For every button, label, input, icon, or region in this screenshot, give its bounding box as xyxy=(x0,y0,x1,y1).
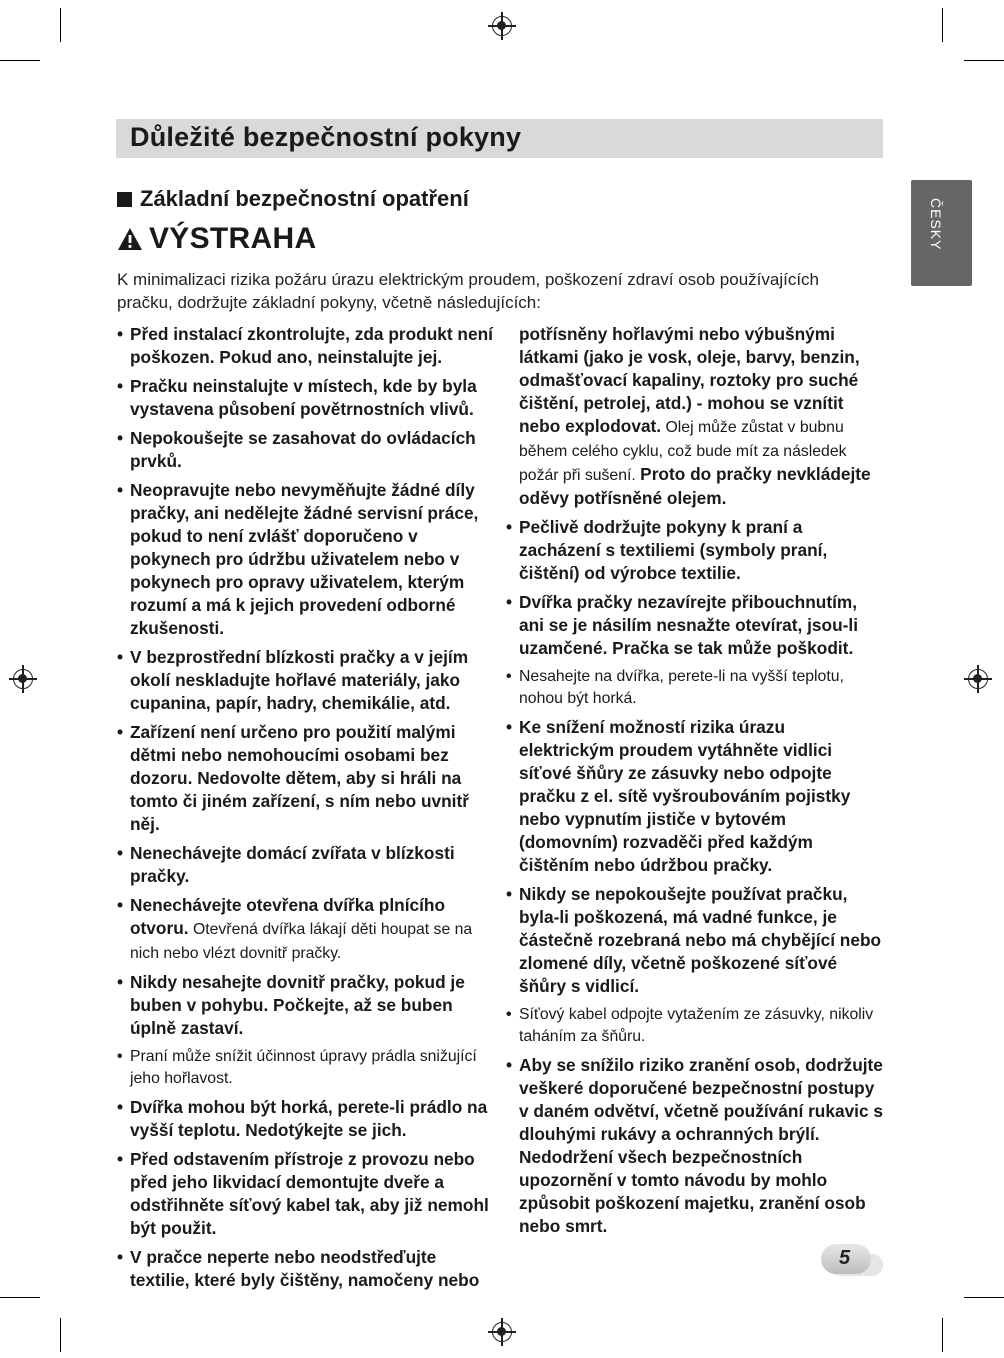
bullet-icon: • xyxy=(117,1149,124,1169)
left-column xyxy=(117,323,495,1298)
list-item xyxy=(117,479,495,640)
item-bold-text: Zařízení není určeno pro použití malými dětmi nebo nemohoucími osobami bez dozoru. Nedovolte dětem, aby si hráli na tomto či jiném zařízení, s ním nebo uvnitř něj. xyxy=(130,722,469,834)
registration-mark-icon xyxy=(492,16,512,36)
crop-mark xyxy=(0,1297,40,1298)
bullet-icon: • xyxy=(117,972,124,992)
bullet-icon: • xyxy=(506,668,512,685)
section-heading xyxy=(117,186,469,212)
list-item xyxy=(117,971,495,1040)
item-bold-text: Nepokoušejte se zasahovat do ovládacích prvků. xyxy=(130,428,476,471)
list-item xyxy=(117,894,495,965)
crop-mark xyxy=(964,1297,1004,1298)
item-bold-text: Dvířka pračky nezavírejte přibouchnutím, ani se je násilím nesnažte otevírat, jsou-li uzamčené. Pračka se tak může poškodit. xyxy=(519,592,859,658)
item-bold-text: V pračce neperte nebo neodstřeďujte textilie, které byly čištěny, namočeny nebo xyxy=(130,1247,480,1290)
right-column xyxy=(506,323,884,1244)
registration-mark-icon xyxy=(13,669,33,689)
item-bold-text: Aby se snížilo riziko zranění osob, dodržujte veškeré doporučené bezpečnostní postupy v daném odvětví, včetně používání rukavic s dlouhými rukávy a ochranných brýlí. Nedodržení všech bezpečnostních upozornění v tomto návodu by mohlo způsobit poškození majetku, zranění osob nebo smrt. xyxy=(519,1055,884,1236)
bullet-icon: • xyxy=(117,1048,123,1065)
list-item xyxy=(117,842,495,888)
item-bold-text: Neopravujte nebo nevyměňujte žádné díly pračky, ani nedělejte žádné servisní práce, pokud to není zvlášť doporučeno v pokynech pro údržbu uživatelem nebo v pokynech pro opravy uživatelem, kterým rozumí a má k jejich provedení odborné zkušenosti. xyxy=(130,480,479,638)
section-heading-text: Základní bezpečnostní opatření xyxy=(140,186,469,211)
item-bold-text: Nikdy nesahejte dovnitř pračky, pokud je buben v pohybu. Počkejte, až se buben úplně zastaví. xyxy=(130,972,465,1038)
item-bold-text: Nenechávejte domácí zvířata v blízkosti pračky. xyxy=(130,843,455,886)
list-item xyxy=(506,666,884,710)
list-item xyxy=(117,427,495,473)
item-bold-text: potřísněny hořlavými nebo výbušnými látkami (jako je vosk, oleje, barvy, benzin, odmašťovací kapaliny, roztoky pro suché čištění, petrolej, atd.) - mohou se vznítit nebo explodovat. xyxy=(519,324,860,436)
bullet-icon: • xyxy=(117,895,124,915)
item-normal-text: Síťový kabel odpojte vytažením ze zásuvky, nikoliv taháním za šňůru. xyxy=(519,1006,874,1045)
bullet-icon: • xyxy=(506,517,513,537)
item-bold-text: Před odstavením přístroje z provozu nebo před jeho likvidací demontujte dveře a odstřihněte síťový kabel tak, aby již nemohl být použit. xyxy=(130,1149,489,1238)
item-normal-text: Nesahejte na dvířka, perete-li na vyšší teplotu, nohou být horká. xyxy=(519,668,844,707)
list-item xyxy=(117,375,495,421)
list-item xyxy=(117,1148,495,1240)
item-bold-text: Před instalací zkontrolujte, zda produkt není poškozen. Pokud ano, neinstalujte jej. xyxy=(130,324,493,367)
crop-mark xyxy=(0,60,40,61)
item-bold-text: Ke snížení možností rizika úrazu elektrickým proudem vytáhněte vidlici síťové šňůry ze zásuvky nebo odpojte pračku z el. sítě vyšroubováním pojistky nebo vypnutím jističe v bytovém (domovním) rozvaděči před každým čištěním nebo údržbou pračky. xyxy=(519,717,851,875)
list-item xyxy=(506,1004,884,1048)
warning-heading xyxy=(117,222,316,256)
bullet-icon: • xyxy=(506,884,513,904)
item-bold-text: Nenechávejte otevřena dvířka plnícího otvoru. xyxy=(130,895,446,938)
registration-mark-icon xyxy=(968,669,988,689)
list-item xyxy=(506,1054,884,1238)
bullet-icon: • xyxy=(506,1006,512,1023)
page-number-badge xyxy=(821,1244,881,1276)
warning-intro xyxy=(117,268,877,314)
title-bar xyxy=(116,119,883,158)
item-bold-text: Dvířka mohou být horká, perete-li prádlo na vyšší teplotu. Nedotýkejte se jich. xyxy=(130,1097,488,1140)
list-item xyxy=(117,1096,495,1142)
crop-mark xyxy=(942,8,943,42)
bullet-icon: • xyxy=(117,1247,124,1267)
bullet-icon: • xyxy=(117,647,124,667)
language-tab-label: ČESKY xyxy=(928,198,944,251)
item-bold-text: Nikdy se nepokoušejte používat pračku, byla-li poškozená, má vadné funkce, je částečně rozebraná nebo má chybějící nebo zlomené díly, včetně poškozené síťové šňůry s vidlicí. xyxy=(519,884,882,996)
list-item xyxy=(117,1046,495,1090)
bullet-icon: • xyxy=(506,592,513,612)
bullet-icon: • xyxy=(506,1055,513,1075)
intro-line: pračku, dodržujte základní pokyny, včetně následujících: xyxy=(117,293,541,312)
bullet-icon: • xyxy=(117,1097,124,1117)
crop-mark xyxy=(964,60,1004,61)
item-normal-text: Olej může zůstat v bubnu během celého cyklu, což bude mít za následek požár při sušení. xyxy=(519,419,847,484)
page-number: 5 xyxy=(839,1247,851,1269)
bullet-icon: • xyxy=(117,428,124,448)
list-item xyxy=(117,646,495,715)
crop-mark xyxy=(60,8,61,42)
list-item xyxy=(117,721,495,836)
bullet-icon: • xyxy=(117,324,124,344)
list-item xyxy=(117,1246,495,1292)
warning-triangle-icon xyxy=(117,227,143,251)
item-normal-text: Praní může snížit účinnost úpravy prádla snižující jeho hořlavost. xyxy=(130,1048,477,1087)
list-item xyxy=(117,323,495,369)
list-item-continuation xyxy=(506,323,884,510)
page-title: Důležité bezpečnostní pokyny xyxy=(130,122,522,152)
list-item xyxy=(506,716,884,877)
bullet-icon: • xyxy=(506,717,513,737)
item-bold-text: Proto do pračky nevkládejte oděvy potřísněné olejem. xyxy=(519,464,871,508)
item-bold-text: Pračku neinstalujte v místech, kde by byla vystavena působení povětrnostních vlivů. xyxy=(130,376,477,419)
item-bold-text: V bezprostřední blízkosti pračky a v jejím okolí neskladujte hořlavé materiály, jako cupanina, papír, hadry, chemikálie, atd. xyxy=(130,647,469,713)
crop-mark xyxy=(942,1318,943,1352)
bullet-icon: • xyxy=(117,480,124,500)
item-bold-text: Pečlivě dodržujte pokyny k praní a zacházení s textiliemi (symboly praní, čištění) od výrobce textilie. xyxy=(519,517,828,583)
bullet-icon: • xyxy=(117,722,124,742)
square-bullet-icon xyxy=(117,192,132,207)
warning-label: VÝSTRAHA xyxy=(149,222,317,255)
crop-mark xyxy=(60,1318,61,1352)
item-normal-text: Otevřená dvířka lákají děti houpat se na nich nebo vlézt dovnitř pračky. xyxy=(130,921,473,962)
bullet-icon: • xyxy=(117,843,124,863)
intro-line: K minimalizaci rizika požáru úrazu elektrickým proudem, poškození zdraví osob používajících xyxy=(117,270,820,289)
list-item xyxy=(506,516,884,585)
bullet-icon: • xyxy=(117,376,124,396)
list-item xyxy=(506,883,884,998)
registration-mark-icon xyxy=(492,1322,512,1342)
language-tab xyxy=(911,180,972,286)
list-item xyxy=(506,591,884,660)
